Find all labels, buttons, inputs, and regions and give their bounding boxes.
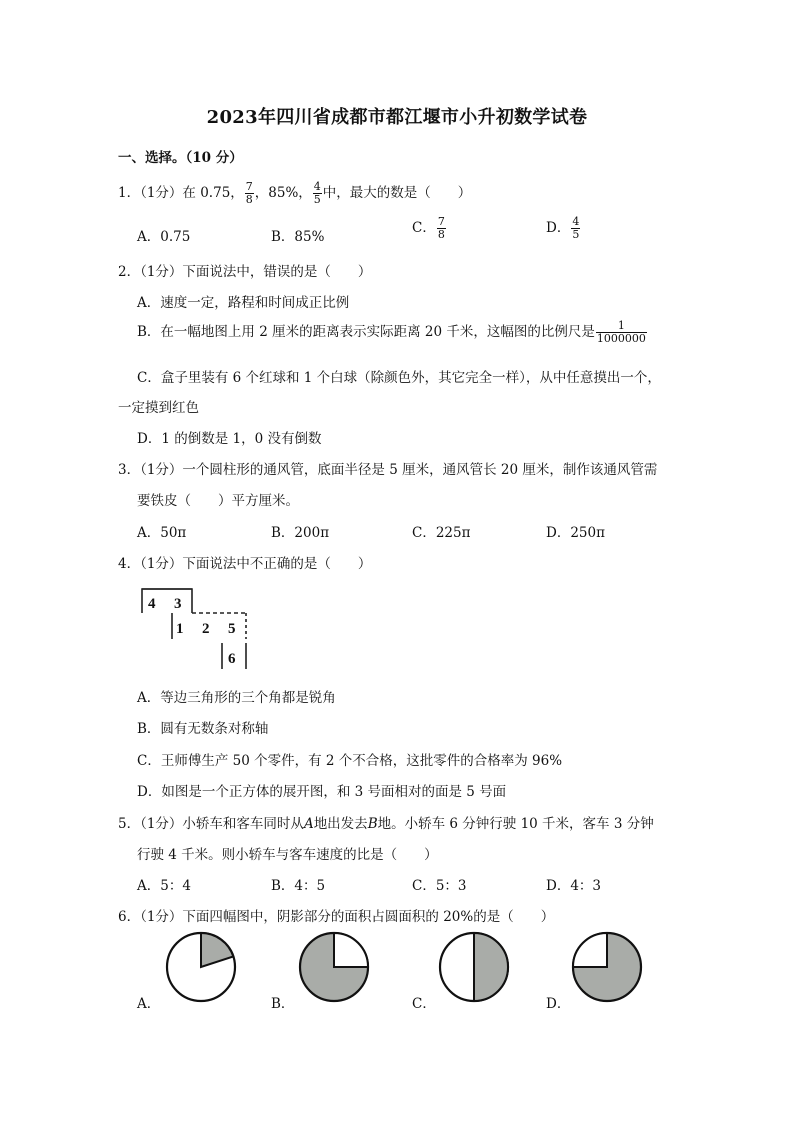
question-1-stem bbox=[118, 181, 471, 206]
q6-option-a-label[interactable]: A． bbox=[137, 996, 161, 1012]
q3-option-d[interactable]: D．250π bbox=[546, 525, 605, 541]
section-heading: 一、选择。（10 分） bbox=[118, 150, 243, 166]
q6-option-d-label[interactable]: D． bbox=[546, 996, 571, 1012]
q6-option-d-circle[interactable] bbox=[571, 931, 643, 1003]
q6-option-c-circle[interactable] bbox=[438, 931, 510, 1003]
q2-b-den: 1000000 bbox=[596, 332, 646, 345]
q2-option-c-line-1[interactable]: C．盒子里装有 6 个红球和 1 个白球（除颜色外，其它完全一样），从中任意摸出一个， bbox=[137, 370, 661, 386]
q6-option-a-circle[interactable] bbox=[165, 931, 237, 1003]
q4-option-d[interactable]: D．如图是一个正方体的展开图，和 3 号面相对的面是 5 号面 bbox=[137, 784, 507, 800]
q1-c-den: 8 bbox=[437, 228, 445, 241]
q1-fraction-2 bbox=[313, 181, 322, 206]
page-title: 2023年四川省成都市都江堰市小升初数学试卷 bbox=[206, 107, 588, 128]
q2-option-d[interactable]: D．1 的倒数是 1，0 没有倒数 bbox=[137, 431, 322, 447]
q3-option-b[interactable]: B．200π bbox=[271, 525, 330, 541]
q1-d-num: 4 bbox=[572, 215, 580, 228]
q1-mid: ，85%， bbox=[254, 185, 312, 201]
q1-c-num: 7 bbox=[437, 215, 445, 228]
q6-c-shaded-half bbox=[474, 933, 508, 1001]
q4-option-a[interactable]: A．等边三角形的三个角都是锐角 bbox=[137, 690, 336, 706]
net-face-1: 4 bbox=[148, 596, 156, 612]
q2-option-b-text: B．在一幅地图上用 2 厘米的距离表示实际距离 20 千米，这幅图的比例尺是 bbox=[137, 324, 595, 340]
question-4-stem: 4．（1分）下面说法中不正确的是（ ） bbox=[118, 556, 372, 572]
q5-line1-part-a: 5．（1分）小轿车和客车同时从 bbox=[118, 816, 304, 832]
q1-option-d-label: D． bbox=[546, 220, 571, 236]
q6-option-b-circle[interactable] bbox=[298, 931, 370, 1003]
q1-f1-num: 7 bbox=[245, 180, 253, 193]
q1-d-den: 5 bbox=[572, 228, 580, 241]
q5-line1-part-b: 地出发去 bbox=[313, 816, 368, 832]
q1-option-c-label: C． bbox=[412, 220, 436, 236]
q5-option-c[interactable]: C．5：3 bbox=[412, 878, 467, 894]
q5-line1-part-c: 地。小轿车 6 分钟行驶 10 千米，客车 3 分钟 bbox=[377, 816, 654, 832]
net-face-5: 5 bbox=[228, 621, 236, 637]
q5-option-d[interactable]: D．4：3 bbox=[546, 878, 602, 894]
cube-net-figure bbox=[136, 583, 256, 675]
q2-option-b-fraction bbox=[596, 320, 647, 345]
q6-b-white-quarter bbox=[334, 933, 368, 967]
net-face-3: 1 bbox=[176, 621, 184, 637]
q5-place-a: A bbox=[303, 816, 314, 832]
q1-option-b[interactable]: B．85% bbox=[271, 229, 325, 245]
q1-f2-den: 5 bbox=[313, 193, 321, 206]
q1-suffix: 中，最大的数是（ ） bbox=[322, 185, 472, 201]
net-face-2: 3 bbox=[174, 596, 182, 612]
q1-option-d[interactable] bbox=[546, 216, 581, 241]
net-face-6: 6 bbox=[228, 651, 236, 667]
q2-option-a[interactable]: A．速度一定，路程和时间成正比例 bbox=[137, 295, 350, 311]
question-6-stem: 6．（1分）下面四幅图中，阴影部分的面积占圆面积的 20%的是（ ） bbox=[118, 909, 555, 925]
net-face-4: 2 bbox=[202, 621, 210, 637]
q1-option-a[interactable]: A．0.75 bbox=[137, 229, 191, 245]
q1-prefix: 1．（1分）在 0.75， bbox=[118, 185, 244, 201]
q5-option-b[interactable]: B．4：5 bbox=[271, 878, 326, 894]
question-5-stem-line-2: 行驶 4 千米。则小轿车与客车速度的比是（ ） bbox=[137, 847, 438, 863]
q2-b-num: 1 bbox=[596, 320, 647, 333]
q5-option-a[interactable]: A．5：4 bbox=[137, 878, 191, 894]
question-2-stem: 2．（1分）下面说法中，错误的是（ ） bbox=[118, 264, 372, 280]
q2-option-b[interactable] bbox=[137, 320, 648, 345]
q1-f1-den: 8 bbox=[245, 193, 253, 206]
q6-option-c-label[interactable]: C． bbox=[412, 996, 436, 1012]
question-3-stem-line-1: 3．（1分）一个圆柱形的通风管，底面半径是 5 厘米，通风管长 20 厘米，制作该通风管需 bbox=[118, 462, 658, 478]
q4-option-b[interactable]: B．圆有无数条对称轴 bbox=[137, 721, 269, 737]
q1-f2-num: 4 bbox=[313, 180, 321, 193]
q1-fraction-1 bbox=[245, 181, 254, 206]
q1-option-c[interactable] bbox=[412, 216, 447, 241]
q1-option-c-fraction bbox=[437, 216, 446, 241]
q1-option-d-fraction bbox=[571, 216, 580, 241]
question-5-stem-line-1 bbox=[118, 812, 654, 832]
q3-option-a[interactable]: A．50π bbox=[137, 525, 187, 541]
q6-option-b-label[interactable]: B． bbox=[271, 996, 295, 1012]
q6-d-white-quarter bbox=[573, 933, 607, 967]
q3-option-c[interactable]: C．225π bbox=[412, 525, 471, 541]
question-3-stem-line-2: 要铁皮（ ）平方厘米。 bbox=[137, 493, 299, 509]
q2-option-c-line-2: 一定摸到红色 bbox=[118, 400, 199, 416]
q5-place-b: B bbox=[367, 816, 378, 832]
q4-option-c[interactable]: C．王师傅生产 50 个零件，有 2 个不合格，这批零件的合格率为 96% bbox=[137, 753, 563, 769]
